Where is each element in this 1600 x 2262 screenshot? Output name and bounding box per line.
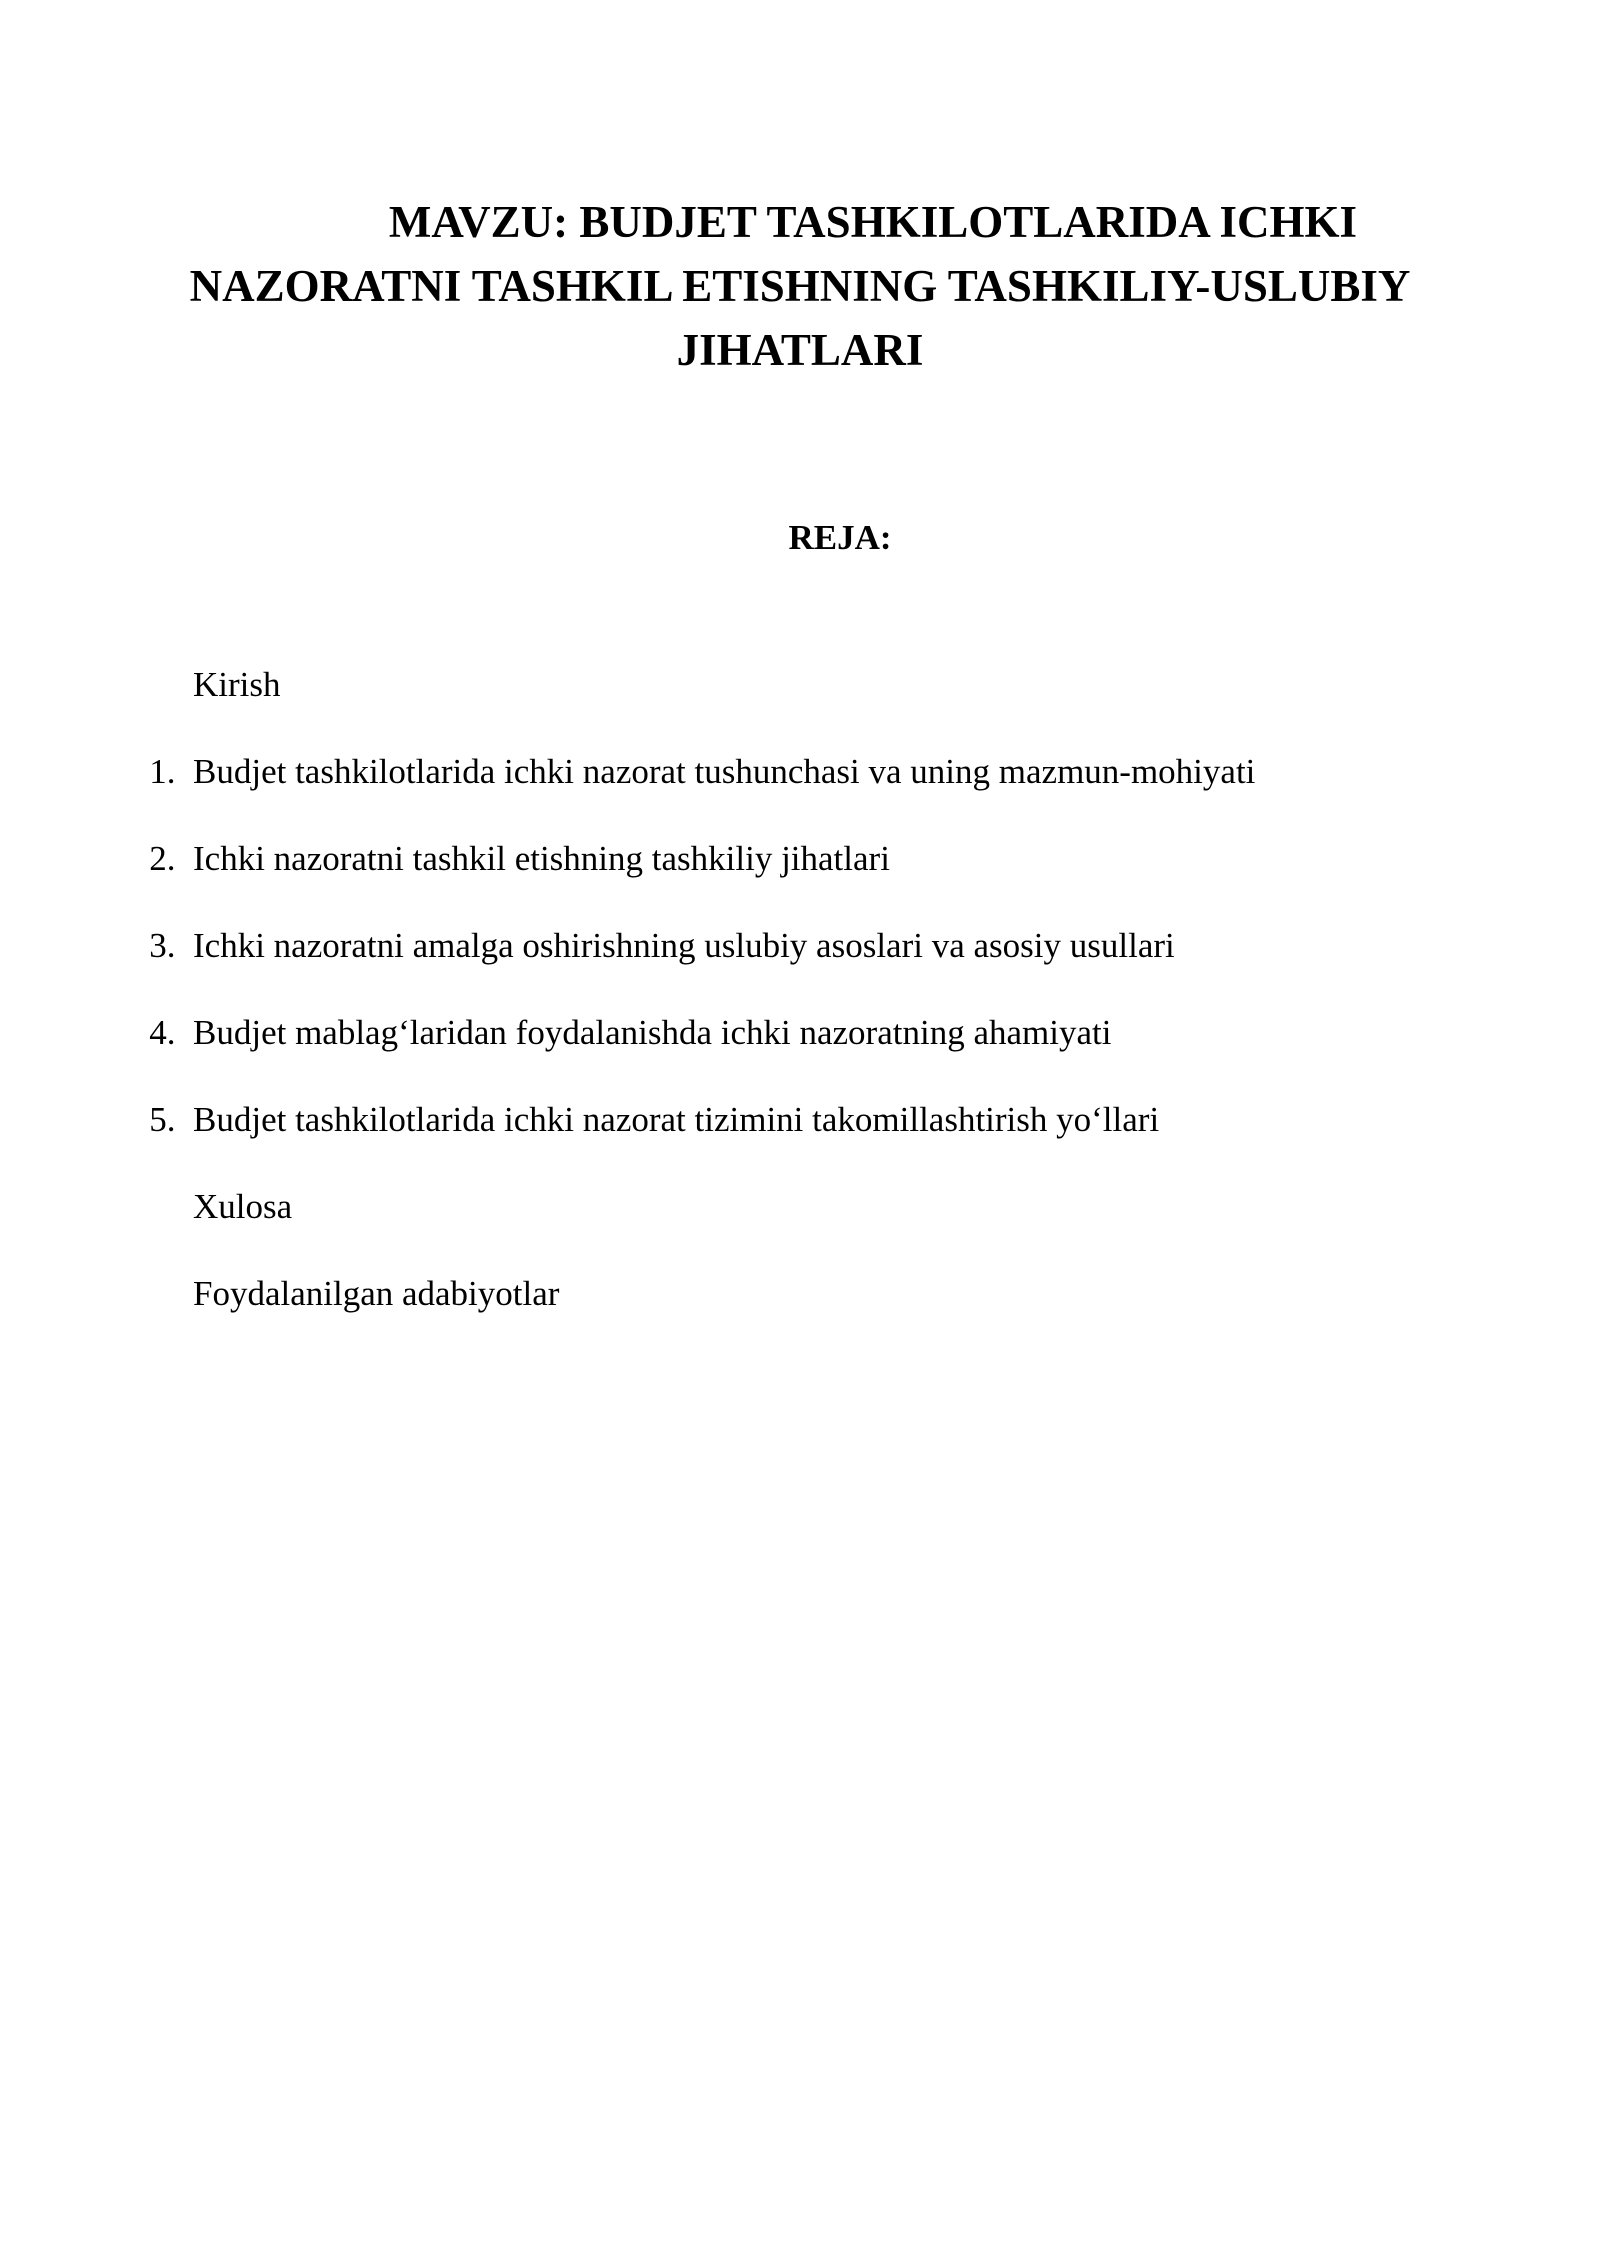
plan-item-2	[0, 829, 1600, 916]
plan-item-3-text: Ichki nazoratni amalga oshirishning uslubiy asoslari va asosiy usullari	[193, 926, 1175, 965]
plan-item-1	[0, 742, 1600, 829]
plan-item-1-number: 1.	[149, 752, 176, 791]
plan-conclusion	[0, 1177, 1600, 1264]
plan-intro	[0, 655, 1600, 742]
document-title	[120, 190, 1480, 382]
title-line-2: NAZORATNI TASHKIL ETISHNING TASHKILIY-USLUBIY	[189, 261, 1411, 311]
plan-item-4	[0, 1003, 1600, 1090]
plan-item-number	[0, 742, 193, 802]
plan-item-number	[0, 1090, 193, 1150]
plan-intro-text: Kirish	[193, 665, 281, 704]
plan-item-5	[0, 1090, 1600, 1177]
plan-references	[0, 1264, 1600, 1351]
plan-conclusion-text: Xulosa	[193, 1187, 293, 1226]
title-line-3: JIHATLARI	[676, 325, 924, 375]
plan-item-4-text: Budjet mablag‘laridan foydalanishda ichki nazoratning ahamiyati	[193, 1013, 1112, 1052]
plan-item-5-number: 5.	[149, 1100, 176, 1139]
plan-item-2-text: Ichki nazoratni tashkil etishning tashkiliy jihatlari	[193, 839, 890, 878]
plan-item-5-text: Budjet tashkilotlarida ichki nazorat tizimini takomillashtirish yo‘llari	[193, 1100, 1160, 1139]
plan-item-number	[0, 829, 193, 889]
plan-item-2-number: 2.	[149, 839, 176, 878]
plan-item-3	[0, 916, 1600, 1003]
plan-references-text: Foydalanilgan adabiyotlar	[193, 1274, 560, 1313]
plan-item-number	[0, 1003, 193, 1063]
plan-item-3-number: 3.	[149, 926, 176, 965]
plan-item-1-text: Budjet tashkilotlarida ichki nazorat tushunchasi va uning mazmun-mohiyati	[193, 752, 1256, 791]
plan-heading: REJA:	[788, 518, 892, 557]
plan-list	[0, 655, 1600, 1351]
plan-item-4-number: 4.	[149, 1013, 176, 1052]
plan-item-number	[0, 916, 193, 976]
title-line-1: MAVZU: BUDJET TASHKILOTLARIDA ICHKI	[388, 197, 1358, 247]
